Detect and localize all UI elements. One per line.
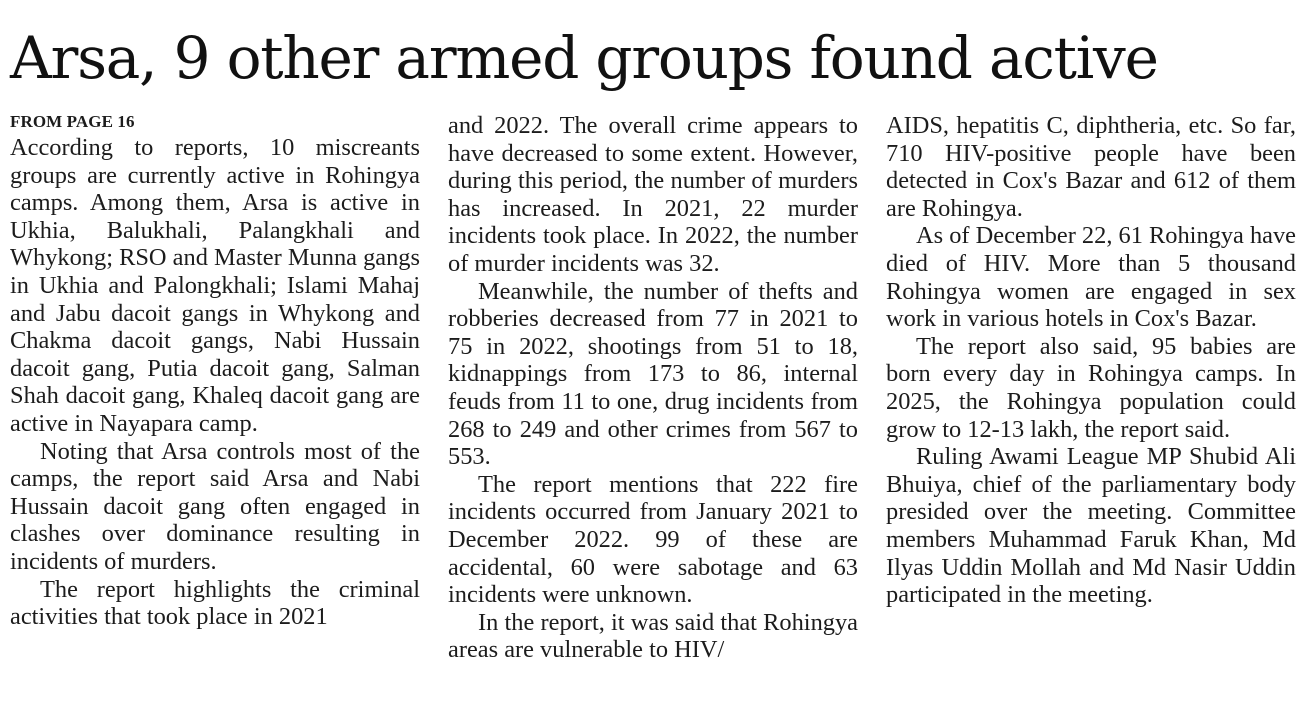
paragraph-continued: and 2022. The overall crime appears to have decreased to some extent. However, during this period, the number of murders has increased. In 2021, 22 murder incidents took place. In 2022, the number of murder incidents was 32. xyxy=(448,112,858,277)
paragraph: The report mentions that 222 fire incidents occurred from January 2021 to December 2022. 99 of these are accidental, 60 were sabotage and 63 incidents were unknown. xyxy=(448,470,858,609)
paragraph: Noting that Arsa controls most of the camps, the report said Arsa and Nabi Hussain dacoit gang often engaged in clashes over dominance resulting in incidents of murders. xyxy=(10,437,420,575)
paragraph: The report also said, 95 babies are born every day in Rohingya camps. In 2025, the Rohingya population could grow to 12-13 lakh, the report said. xyxy=(886,332,1296,443)
article-column-3 xyxy=(886,112,1296,609)
article-headline: Arsa, 9 other armed groups found active xyxy=(10,24,1158,92)
dateline: FROM PAGE 16 xyxy=(10,112,135,131)
paragraph-continued: AIDS, hepatitis C, diphtheria, etc. So far, 710 HIV-positive people have been detected in Cox's Bazar and 612 of them are Rohingya. xyxy=(886,112,1296,222)
paragraph: According to reports, 10 miscreants groups are currently active in Rohingya camps. Among them, Arsa is active in Ukhia, Balukhali, Palangkhali and Whykong; RSO and Master Munna gangs in Ukhia and Palongkhali; Islami Mahaj and Jabu dacoit gangs in Whykong and Chakma dacoit gangs, Nabi Hussain dacoit gang, Putia dacoit gang, Salman Shah dacoit gang, Khaleq dacoit gang are active in Nayapara camp. xyxy=(10,134,420,437)
article-column-2 xyxy=(448,112,858,664)
paragraph: Ruling Awami League MP Shubid Ali Bhuiya, chief of the parliamentary body presided over the meeting. Committee members Muhammad Faruk Khan, Md Ilyas Uddin Mollah and Md Nasir Uddin participated in the meeting. xyxy=(886,443,1296,609)
paragraph: As of December 22, 61 Rohingya have died of HIV. More than 5 thousand Rohingya women are engaged in sex work in various hotels in Cox's Bazar. xyxy=(886,222,1296,333)
article-column-1 xyxy=(10,112,420,631)
paragraph: In the report, it was said that Rohingya areas are vulnerable to HIV/ xyxy=(448,608,858,664)
paragraph: Meanwhile, the number of thefts and robberies decreased from 77 in 2021 to 75 in 2022, shootings from 51 to 18, kidnappings from 173 to 86, internal feuds from 11 to one, drug incidents from 268 to 249 and other crimes from 567 to 553. xyxy=(448,277,858,471)
paragraph: The report highlights the criminal activities that took place in 2021 xyxy=(10,575,420,631)
